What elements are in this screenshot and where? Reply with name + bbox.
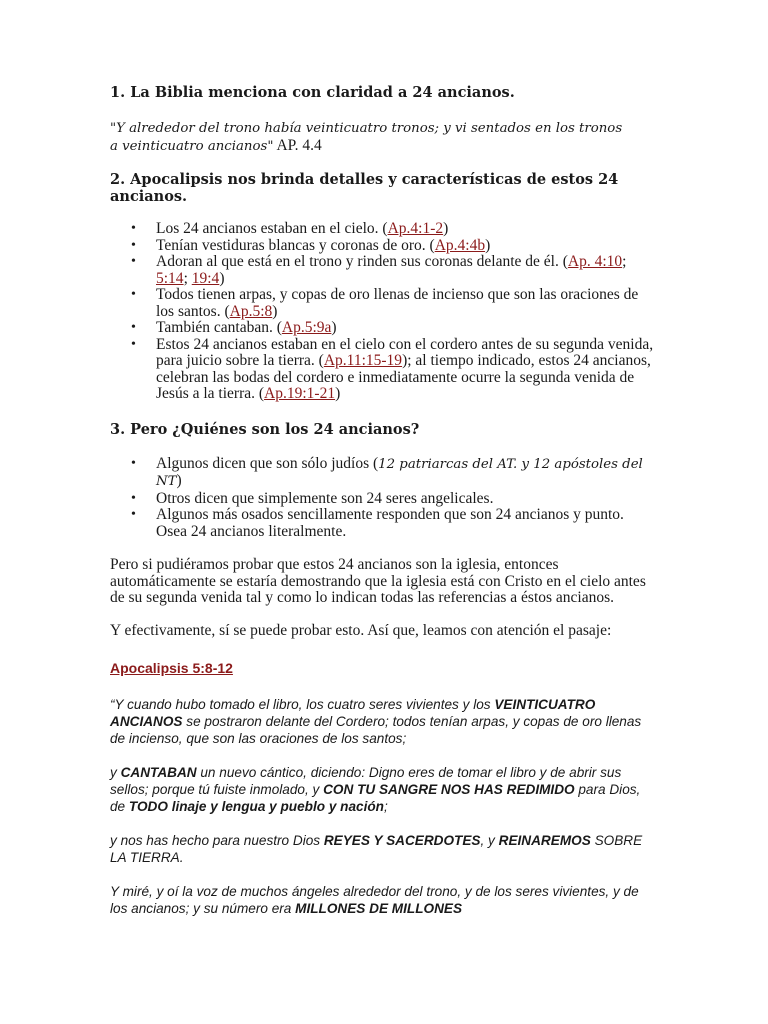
reference-link[interactable]: Ap.5:9a	[281, 319, 332, 336]
item-text: Estos 24 ancianos estaban en el cielo con el cordero antes de su segunda venida, para juicio sobre la tierra. (	[156, 335, 654, 369]
item-text-continued: ); al tiempo indicado, estos 24 ancianos, celebran las bodas del cordero e inmediatamente ocurre la segunda venida de Jesús a la tierra. (	[156, 352, 651, 402]
verse-4	[110, 883, 658, 917]
item-end: )	[219, 269, 225, 287]
section-number: 1	[110, 84, 121, 101]
verse-emphasis: VEINTICUATRO ANCIANOS	[110, 697, 596, 729]
quote-ap-4-4	[110, 119, 658, 155]
bullet-list-opinions	[110, 456, 658, 541]
verse-text: “Y cuando hubo tomado el libro, los cuatro seres vivientes y los	[110, 697, 495, 712]
verse-text: para Dios, de	[110, 782, 641, 814]
verse-2	[110, 764, 658, 815]
section-title: . La Biblia menciona con claridad a 24 ancianos.	[120, 84, 515, 101]
verse-3	[110, 832, 658, 866]
list-item	[110, 507, 658, 540]
verse-emphasis: TODO linaje y lengua y pueblo y nación	[128, 799, 384, 814]
item-end: )	[331, 319, 337, 336]
item-text: Los 24 ancianos estaban en el cielo. (	[156, 220, 388, 237]
verse-text: , y	[480, 833, 499, 848]
list-item	[110, 491, 658, 508]
verse-emphasis: CON TU SANGRE NOS HAS REDIMIDO	[323, 782, 575, 797]
verse-text: un nuevo cántico, diciendo: Digno eres de tomar el libro y de abrir sus sellos; porque tú fuiste inmolado, y	[110, 765, 622, 797]
verse-text: y nos has hecho para nuestro Dios	[110, 833, 324, 848]
section-2-title-line-1: 2. Apocalipsis nos brinda detalles y características de estos 24	[110, 171, 619, 188]
quote-line-1: "Y alrededor del trono había veinticuatro tronos; y vi sentados en los tronos	[110, 121, 623, 136]
verse-text: ;	[383, 799, 388, 814]
reference-link[interactable]: Ap.11:15-19	[323, 352, 403, 369]
document-page	[110, 84, 658, 917]
list-item	[110, 221, 658, 238]
section-3-heading: 3. Pero ¿Quiénes son los 24 ancianos?	[110, 420, 420, 438]
item-end: )	[272, 302, 278, 320]
verse-emphasis: CANTABAN	[120, 765, 197, 780]
separator: ;	[183, 269, 192, 287]
list-item	[110, 456, 658, 491]
item-end: )	[443, 220, 449, 237]
verse-1	[110, 696, 658, 747]
reference-link[interactable]: 19:4	[191, 269, 220, 287]
section-2-heading	[110, 171, 658, 205]
item-end: )	[335, 385, 341, 402]
reference-link[interactable]: Ap.19:1-21	[264, 385, 336, 402]
item-end: )	[176, 472, 182, 489]
verse-text: SOBRE LA TIERRA.	[110, 833, 643, 865]
item-text: Tenían vestiduras blancas y coronas de oro. (	[156, 236, 435, 254]
quote-citation: AP. 4.4	[273, 137, 322, 154]
reference-link[interactable]: Ap. 4:10	[567, 253, 623, 270]
verse-emphasis: MILLONES DE MILLONES	[295, 901, 463, 916]
verse-emphasis: REYES Y SACERDOTES	[323, 833, 481, 848]
item-text: Adoran al que está en el trono y rinden sus coronas delante de él. (	[156, 253, 568, 270]
item-text: Algunos dicen que son sólo judíos (	[156, 454, 379, 472]
list-item	[110, 254, 658, 287]
reference-link[interactable]: Ap.4:4b	[434, 236, 486, 254]
item-text: Todos tienen arpas, y copas de oro llenas de incienso que son las oraciones de los santos. (	[156, 286, 639, 320]
verse-text: y	[110, 765, 121, 780]
paragraph-intro: Y efectivamente, sí se puede probar esto. Así que, leamos con atención el pasaje:	[110, 621, 612, 639]
verse-emphasis: REINAREMOS	[498, 833, 591, 848]
list-item	[110, 320, 658, 337]
item-text: También cantaban. (	[156, 319, 282, 336]
reference-link[interactable]: Ap.4:1-2	[387, 220, 444, 237]
verse-text: Y miré, y oí la voz de muchos ángeles alrededor del trono, y de los seres vivientes, y de los ancianos; y su número era	[110, 884, 639, 916]
list-item	[110, 238, 658, 255]
item-end: )	[485, 236, 491, 254]
section-1-heading	[110, 84, 658, 101]
section-2-title-line-2: ancianos.	[110, 188, 188, 205]
reference-link[interactable]: 5:14	[156, 269, 184, 287]
item-text: Algunos más osados sencillamente responden que son 24 ancianos y punto. Osea 24 ancianos literalmente.	[156, 506, 624, 540]
list-item	[110, 287, 658, 320]
passage-title-link[interactable]: Apocalipsis 5:8-12	[110, 660, 233, 676]
bullet-list-details	[110, 221, 658, 403]
item-italic: 12 patriarcas del AT. y 12 apóstoles del NT	[156, 456, 643, 489]
verse-text: se postraron delante del Cordero; todos tenían arpas, y copas de oro llenas de incienso, que son las oraciones de los santos;	[110, 714, 642, 746]
list-item	[110, 337, 658, 403]
separator: ;	[622, 253, 627, 270]
paragraph-argument: Pero si pudiéramos probar que estos 24 ancianos son la iglesia, entonces automáticamente se estaría demostrando que la iglesia está con Cristo en el cielo antes de su segunda venida tal y como lo indican todas las referencias a éstos ancianos.	[110, 556, 646, 606]
reference-link[interactable]: Ap.5:8	[229, 302, 273, 320]
item-text: Otros dicen que simplemente son 24 seres angelicales.	[156, 489, 494, 507]
quote-line-2: a veinticuatro ancianos"	[110, 139, 274, 154]
